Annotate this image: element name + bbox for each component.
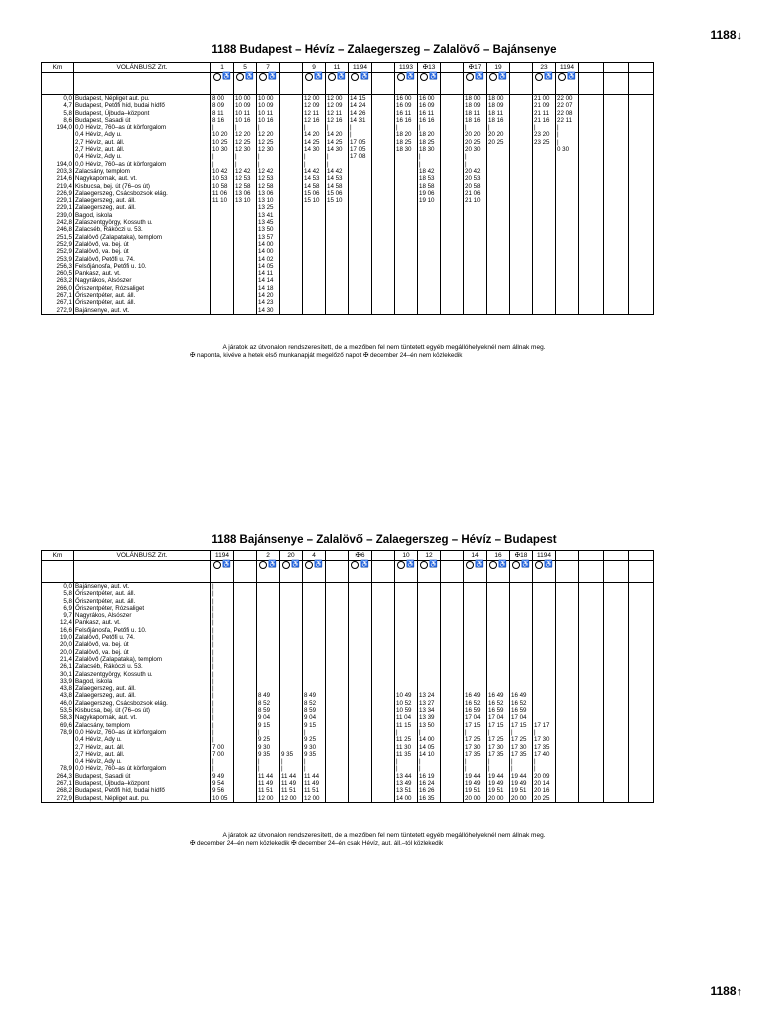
departure-times: 14 15 14 24 14 26 14 31 | | 17 05 17 05 17 08 (349, 95, 372, 315)
stop-km: 46,0 (59, 699, 72, 707)
service-symbol-cell (533, 561, 556, 583)
stop-name: Budapest, Sasadi út (75, 772, 131, 780)
stop-km: 246,8 (56, 226, 72, 234)
stop-km: 267,1 (56, 292, 72, 300)
service-symbol-cell (303, 561, 326, 583)
departure-times: 8 49 8 52 8 59 9 04 9 15 | 9 25 9 30 9 35 | | 11 44 11 49 11 51 12 00 (257, 583, 280, 803)
wheelchair-icon: ♿ (360, 73, 369, 81)
train-number (372, 551, 395, 561)
bus-icon (328, 73, 336, 81)
train-number (510, 63, 533, 73)
bus-icon (397, 561, 405, 569)
stop-km (43, 131, 72, 138)
service-symbol-cell (418, 561, 441, 583)
wheelchair-icon: ♿ (475, 73, 484, 81)
departure-times: 12 00 12 09 12 11 12 16 | 14 20 14 25 14 30 | | 14 42 14 53 14 58 15 06 15 10 (326, 95, 349, 315)
wheelchair-icon: ♿ (429, 73, 438, 81)
stop-km: 264,3 (56, 772, 72, 780)
service-symbol-cell (395, 561, 418, 583)
service-symbol-cell (234, 561, 257, 583)
stop-km (43, 736, 72, 743)
train-number: 10 (395, 551, 418, 561)
stop-km: 203,3 (56, 167, 72, 175)
service-symbol-cell (326, 73, 349, 95)
stop-name: Zalalövő (Zalapataka), templom (75, 655, 163, 663)
departure-times (556, 583, 579, 803)
wheelchair-icon: ♿ (429, 561, 438, 569)
stop-name: Kisbucsa, bej. út (76–os út) (75, 707, 150, 715)
stop-name: Őriszentpéter, aut. áll. (75, 597, 136, 605)
bus-icon (236, 73, 244, 81)
train-number: ✠6 (349, 551, 372, 561)
bus-icon (351, 561, 359, 569)
stop-km: 253,9 (56, 255, 72, 263)
stop-km: 214,6 (56, 175, 72, 183)
bus-icon (489, 561, 497, 569)
wheelchair-icon: ♿ (544, 73, 553, 81)
departure-times: | | | | | | | | | | | | | | | | | | | | | | 7 00 7 00 | | 9 49 9 54 9 56 10 05 (211, 583, 234, 803)
stop-km: 78,9 (59, 765, 72, 773)
stop-name: Bagod, iskola (75, 677, 113, 685)
stop-name: 0,0 Hévíz, 760–as út körforgalom (75, 728, 167, 736)
stop-name: Zalaegerszeg, Csácsbozsok elág. (75, 699, 168, 707)
stop-km: 272,9 (56, 794, 72, 802)
stop-km: 272,9 (56, 306, 72, 314)
stop-km: 43,8 (59, 685, 72, 693)
bus-icon (558, 73, 566, 81)
train-number: 1194 (533, 551, 556, 561)
service-symbol-cell (464, 561, 487, 583)
service-symbol-cell (234, 73, 257, 95)
stop-km: 0,0 (63, 583, 72, 590)
service-symbol-cell (303, 73, 326, 95)
departure-times: 16 00 16 09 16 11 16 16 | 18 20 18 25 18 30 (395, 95, 418, 315)
train-number (280, 63, 303, 73)
stop-name: Nagyrákos, Alsószer (75, 277, 132, 285)
train-number (372, 63, 395, 73)
train-number: 4 (303, 551, 326, 561)
departure-times: 10 49 10 52 10 59 11 04 11 15 | 11 25 11 30 11 35 | | 13 44 13 49 13 51 14 00 (395, 583, 418, 803)
stop-name: Zalalövő, va. bej. út (75, 248, 129, 256)
stop-name: 2,7 Hévíz, aut. áll. (75, 146, 125, 154)
stop-name: Zalalövő, Petőfi u. 74. (75, 634, 135, 642)
stop-km: 53,5 (59, 707, 72, 715)
stop-km: 242,8 (56, 219, 72, 227)
stop-name: Zalaegerszeg, aut. áll. (75, 685, 136, 693)
service-symbol-cell (257, 561, 280, 583)
service-symbol-cell (211, 73, 234, 95)
departure-times (372, 583, 395, 803)
stop-name: Budapest, Petőfi híd, budai hídfő (75, 102, 165, 110)
train-number: ✠17 (464, 63, 487, 73)
departure-times (234, 583, 257, 803)
stop-km (43, 146, 72, 153)
stop-km: 43,8 (59, 692, 72, 700)
train-number: 14 (464, 551, 487, 561)
departure-times (441, 583, 464, 803)
stop-name: Budapest, Petőfi híd, budai hídfő (75, 787, 165, 795)
stop-name: Zalacsány, templom (75, 167, 130, 175)
departure-times: 13 24 13 27 13 34 13 39 13 50 | 14 00 14 05 14 10 | | 16 19 16 24 16 26 16 35 (418, 583, 441, 803)
bus-icon (282, 561, 290, 569)
wheelchair-icon: ♿ (544, 561, 553, 569)
stop-name: Zalaegerszeg, aut. áll. (75, 197, 136, 205)
operator-header: VOLÁNBUSZ Zrt. (74, 551, 211, 561)
stop-name: Nagyrákos, Alsószer (75, 612, 132, 620)
bus-icon (420, 561, 428, 569)
stop-name: Őriszentpéter, aut. áll. (75, 590, 136, 598)
service-symbol-cell (372, 561, 395, 583)
bus-icon (466, 561, 474, 569)
km-header: Km (42, 551, 74, 561)
service-symbol-cell (280, 561, 303, 583)
stop-km: 266,0 (56, 284, 72, 292)
departure-times: 9 35 | | 11 44 11 49 11 51 12 00 (280, 583, 303, 803)
departure-times: 21 00 21 09 21 11 21 16 | 23 20 23 25 (533, 95, 556, 315)
stop-km: 69,6 (59, 721, 72, 729)
stop-name: Felsőjánosfa, Petőfi u. 10. (75, 262, 147, 270)
stop-km (43, 744, 72, 751)
stop-km: 19,0 (59, 634, 72, 642)
stop-name: 0,0 Hévíz, 760–as út körforgalom (75, 765, 167, 773)
departure-times (372, 95, 395, 315)
departure-times: 16 49 16 52 16 59 17 04 17 15 | 17 25 17 30 17 35 | | 19 44 19 49 19 51 20 00 (510, 583, 533, 803)
stop-km: 30,1 (59, 670, 72, 678)
stop-km: 229,1 (56, 197, 72, 205)
stop-name: Bajánsenye, aut. vt. (75, 583, 130, 590)
stop-km: 263,2 (56, 277, 72, 285)
departure-times: 16 00 16 09 16 11 16 16 | 18 20 18 25 18 30 | | 18 42 18 53 18 58 19 06 19 10 (418, 95, 441, 315)
departure-times (441, 95, 464, 315)
service-symbol-cell (349, 73, 372, 95)
departure-times: 16 49 16 52 16 59 17 04 17 15 | 17 25 17 30 17 35 | | 19 44 19 49 19 51 20 00 (464, 583, 487, 803)
stop-km (43, 139, 72, 146)
departure-times: 12 00 12 09 12 11 12 16 | 14 20 14 25 14 30 | | 14 42 14 53 14 58 15 06 15 10 (303, 95, 326, 315)
service-symbol-cell (349, 561, 372, 583)
stop-name: Felsőjánosfa, Petőfi u. 10. (75, 626, 147, 634)
wheelchair-icon: ♿ (337, 73, 346, 81)
wheelchair-icon: ♿ (245, 73, 254, 81)
stop-km (43, 758, 72, 765)
service-symbol-cell (280, 73, 303, 95)
stop-name: Nagykapornak, aut. vt. (75, 175, 137, 183)
stop-name: Bajánsenye, aut. vt. (75, 306, 130, 314)
stop-km: 33,9 (59, 677, 72, 685)
stop-km: 229,1 (56, 204, 72, 212)
stop-name: Zalaszentgyörgy, Kossuth u. (75, 219, 153, 227)
wheelchair-icon: ♿ (314, 561, 323, 569)
stop-km (43, 153, 72, 160)
train-number: 12 (418, 551, 441, 561)
stop-km: 5,8 (63, 590, 72, 598)
stop-name: Zalalövő, va. bej. út (75, 240, 129, 248)
stop-name: 0,4 Hévíz, Ady u. (75, 758, 122, 766)
bus-icon (351, 73, 359, 81)
wheelchair-icon: ♿ (406, 73, 415, 81)
stop-name: Zalacséb, Rákóczi u. 53. (75, 663, 143, 671)
stop-name: Őriszentpéter, Rózsaliget (75, 604, 145, 612)
train-number (326, 551, 349, 561)
train-number: 1193 (395, 63, 418, 73)
stop-name: Őriszentpéter, aut. áll. (75, 292, 136, 300)
stop-name: Zalalövő, va. bej. út (75, 641, 129, 649)
service-symbol-cell (487, 73, 510, 95)
stop-km: 21,4 (59, 655, 72, 663)
bottom-table-title: 1188 Bajánsenye – Zalalövő – Zalaegerszeg – Hévíz – Budapest (211, 534, 557, 546)
stop-name: Őriszentpéter, Rózsaliget (75, 284, 145, 292)
stop-km: 226,9 (56, 189, 72, 197)
bus-icon (259, 73, 267, 81)
wheelchair-icon: ♿ (475, 561, 484, 569)
departure-times: 18 00 18 09 18 11 18 16 | 20 20 20 25 (487, 95, 510, 315)
service-symbol-cell (257, 73, 280, 95)
stop-km: 251,5 (56, 233, 72, 241)
service-symbol-cell (556, 561, 579, 583)
stop-name: Bagod, iskola (75, 211, 113, 219)
bus-icon (535, 73, 543, 81)
departure-times (349, 583, 372, 803)
departure-times: 18 00 18 09 18 11 18 16 | 20 20 20 25 20 30 | | 20 42 20 53 20 58 21 06 21 10 (464, 95, 487, 315)
service-symbol-cell (464, 73, 487, 95)
train-number: 19 (487, 63, 510, 73)
stop-km: 20,0 (59, 648, 72, 656)
bus-icon (397, 73, 405, 81)
departure-times (280, 95, 303, 315)
stop-km: 260,5 (56, 270, 72, 278)
service-symbol-cell (418, 73, 441, 95)
stop-km: 12,4 (59, 619, 72, 627)
stop-km: 239,0 (56, 211, 72, 219)
stop-km: 194,0 (56, 160, 72, 168)
wheelchair-icon: ♿ (498, 73, 507, 81)
stop-name: 0,4 Hévíz, Ady u. (75, 736, 122, 744)
top-table-note: A járatok az útvonalon rendszeresített, de a mezőben fel nem tüntetett egyéb megállóhelyeknél nem állnak meg. (222, 344, 546, 351)
departure-times: 8 49 8 52 8 59 9 04 9 15 | 9 25 9 30 9 35 | | 11 44 11 49 11 51 12 00 (303, 583, 326, 803)
train-number: 1194 (556, 63, 579, 73)
wheelchair-icon: ♿ (268, 561, 277, 569)
stop-name: Zalaszentgyörgy, Kossuth u. (75, 670, 153, 678)
departure-times (510, 95, 533, 315)
bus-icon (512, 561, 520, 569)
departure-times: 10 00 10 09 10 11 10 16 | 12 20 12 25 12 30 | | 12 42 12 53 12 58 13 06 13 10 (234, 95, 257, 315)
stop-name: 0,4 Hévíz, Ady u. (75, 153, 122, 161)
km-header: Km (42, 63, 74, 73)
train-number: 11 (326, 63, 349, 73)
stop-name: Budapest, Népliget aut. pu. (75, 794, 150, 802)
wheelchair-icon: ♿ (222, 561, 231, 569)
train-number: 5 (234, 63, 257, 73)
bottom-table-note: A járatok az útvonalon rendszeresített, de a mezőben fel nem tüntetett egyéb megállóhelyeknél nem állnak meg. (222, 832, 546, 839)
stop-km: 256,3 (56, 262, 72, 270)
top-table-legend: ✠ naponta, kivéve a hetek első munkanapját megelőző napot ✠ december 24–én nem közlekedik (190, 352, 463, 359)
stop-name: Budapest, Népliget aut. pu. (75, 95, 150, 102)
stop-km: 267,1 (56, 780, 72, 788)
stop-name: Kisbucsa, bej. út (76–os út) (75, 182, 150, 190)
service-symbol-cell (372, 73, 395, 95)
service-symbol-cell (326, 561, 349, 583)
stop-name: 2,7 Hévíz, aut. áll. (75, 138, 125, 146)
bus-icon (305, 561, 313, 569)
train-number: 9 (303, 63, 326, 73)
operator-header: VOLÁNBUSZ Zrt. (74, 63, 211, 73)
stop-km: 78,9 (59, 728, 72, 736)
stop-name: Nagykapornak, aut. vt. (75, 714, 137, 722)
stop-km: 8,6 (63, 116, 72, 124)
stop-km: 0,0 (63, 95, 72, 102)
departure-times: 16 49 16 52 16 59 17 04 17 15 | 17 25 17 30 17 35 | | 19 44 19 49 19 51 20 00 (487, 583, 510, 803)
stop-name: 0,0 Hévíz, 760–as út körforgalom (75, 160, 167, 168)
train-number: 23 (533, 63, 556, 73)
wheelchair-icon: ♿ (521, 561, 530, 569)
train-number (234, 551, 257, 561)
page-number-top: 1188↓ (710, 28, 742, 42)
bus-icon (305, 73, 313, 81)
stop-name: Zalalövő, Petőfi u. 74. (75, 255, 135, 263)
train-number: 1194 (349, 63, 372, 73)
stop-name: Zalaegerszeg, Csácsbozsok elág. (75, 189, 168, 197)
bus-icon (420, 73, 428, 81)
stop-name: Pankasz, aut. vt. (75, 270, 121, 278)
service-symbol-cell (441, 73, 464, 95)
departure-times (326, 583, 349, 803)
train-number: 16 (487, 551, 510, 561)
service-symbol-cell (395, 73, 418, 95)
service-symbol-cell (211, 561, 234, 583)
wheelchair-icon: ♿ (222, 73, 231, 81)
wheelchair-icon: ♿ (406, 561, 415, 569)
train-number (556, 551, 579, 561)
stop-km (43, 751, 72, 758)
service-symbol-cell (510, 73, 533, 95)
stop-km: 268,2 (56, 787, 72, 795)
wheelchair-icon: ♿ (314, 73, 323, 81)
stop-km: 194,0 (56, 124, 72, 132)
stop-name: Zalacséb, Rákóczi u. 53. (75, 226, 143, 234)
wheelchair-icon: ♿ (360, 561, 369, 569)
bus-icon (213, 561, 221, 569)
stop-km: 4,7 (63, 102, 72, 110)
train-number (441, 63, 464, 73)
train-number (441, 551, 464, 561)
service-symbol-cell (533, 73, 556, 95)
stop-name: 0,0 Hévíz, 760–as út körforgalom (75, 124, 167, 132)
stop-km: 5,8 (63, 597, 72, 605)
service-symbol-cell (556, 73, 579, 95)
departure-times: 22 00 22 07 22 08 22 11 | | | 0 30 (556, 95, 579, 315)
page-number-bottom: 1188↑ (710, 984, 742, 998)
stop-km: 16,6 (59, 626, 72, 634)
train-number: ✠18 (510, 551, 533, 561)
stop-km: 219,4 (56, 182, 72, 190)
train-number: 1194 (211, 551, 234, 561)
stop-name: Zalacsány, templom (75, 721, 130, 729)
train-number: 2 (257, 551, 280, 561)
departure-times: 8 00 8 09 8 11 8 16 | 10 20 10 25 10 30 | | 10 42 10 53 10 58 11 06 11 10 (211, 95, 234, 315)
departure-times: 17 17 | 17 30 17 35 17 40 | | 20 09 20 14 20 16 20 25 (533, 583, 556, 803)
service-symbol-cell (441, 561, 464, 583)
wheelchair-icon: ♿ (291, 561, 300, 569)
stop-name: Pankasz, aut. vt. (75, 619, 121, 627)
timetable-bottom (41, 550, 654, 803)
stop-km: 26,1 (59, 663, 72, 671)
stop-name: 0,4 Hévíz, Ady u. (75, 131, 122, 139)
wheelchair-icon: ♿ (268, 73, 277, 81)
train-number: ✠13 (418, 63, 441, 73)
train-number: 1 (211, 63, 234, 73)
stop-name: Őriszentpéter, aut. áll. (75, 299, 136, 307)
top-table-title: 1188 Budapest – Hévíz – Zalaegerszeg – Zalalövő – Bajánsenye (211, 44, 557, 56)
stop-km: 58,3 (59, 714, 72, 722)
departure-times: 10 00 10 09 10 11 10 16 | 12 20 12 25 12 30 | | 12 42 12 53 12 58 13 06 13 10 13 25 13 41 13 45 13 50 13 57 14 00 14 00 14 02 14 05 14 11 14 14 14 18 14 20 14 23 14 30 (257, 95, 280, 315)
stop-name: 2,7 Hévíz, aut. áll. (75, 750, 125, 758)
stop-name: Zalalövő (Zalapataka), templom (75, 233, 163, 241)
stop-name: Zalaegerszeg, aut. áll. (75, 204, 136, 212)
stop-km: 252,9 (56, 248, 72, 256)
stop-km: 9,7 (63, 612, 72, 620)
stop-name: Zalalövő, va. bej. út (75, 648, 129, 656)
bus-icon (213, 73, 221, 81)
stop-name: Budapest, Újbuda–központ (75, 109, 150, 117)
stop-name: 2,7 Hévíz, aut. áll. (75, 743, 125, 751)
stop-km: 267,1 (56, 299, 72, 307)
timetable-top (41, 62, 654, 315)
bottom-table-legend: ✠ december 24–én nem közlekedik ✠ december 24–én csak Hévíz, aut. áll.–tól közlekedik (190, 840, 444, 847)
stop-km: 20,0 (59, 641, 72, 649)
service-symbol-cell (487, 561, 510, 583)
stop-name: Budapest, Sasadi út (75, 116, 131, 124)
stop-km: 252,9 (56, 240, 72, 248)
stop-name: Zalaegerszeg, aut. áll. (75, 692, 136, 700)
bus-icon (259, 561, 267, 569)
train-number: 20 (280, 551, 303, 561)
service-symbol-cell (510, 561, 533, 583)
stop-km: 6,9 (63, 604, 72, 612)
stop-name: Budapest, Újbuda–központ (75, 780, 150, 788)
bus-icon (535, 561, 543, 569)
wheelchair-icon: ♿ (498, 561, 507, 569)
stop-km: 5,8 (63, 109, 72, 117)
wheelchair-icon: ♿ (567, 73, 576, 81)
bus-icon (466, 73, 474, 81)
train-number: 7 (257, 63, 280, 73)
bus-icon (489, 73, 497, 81)
